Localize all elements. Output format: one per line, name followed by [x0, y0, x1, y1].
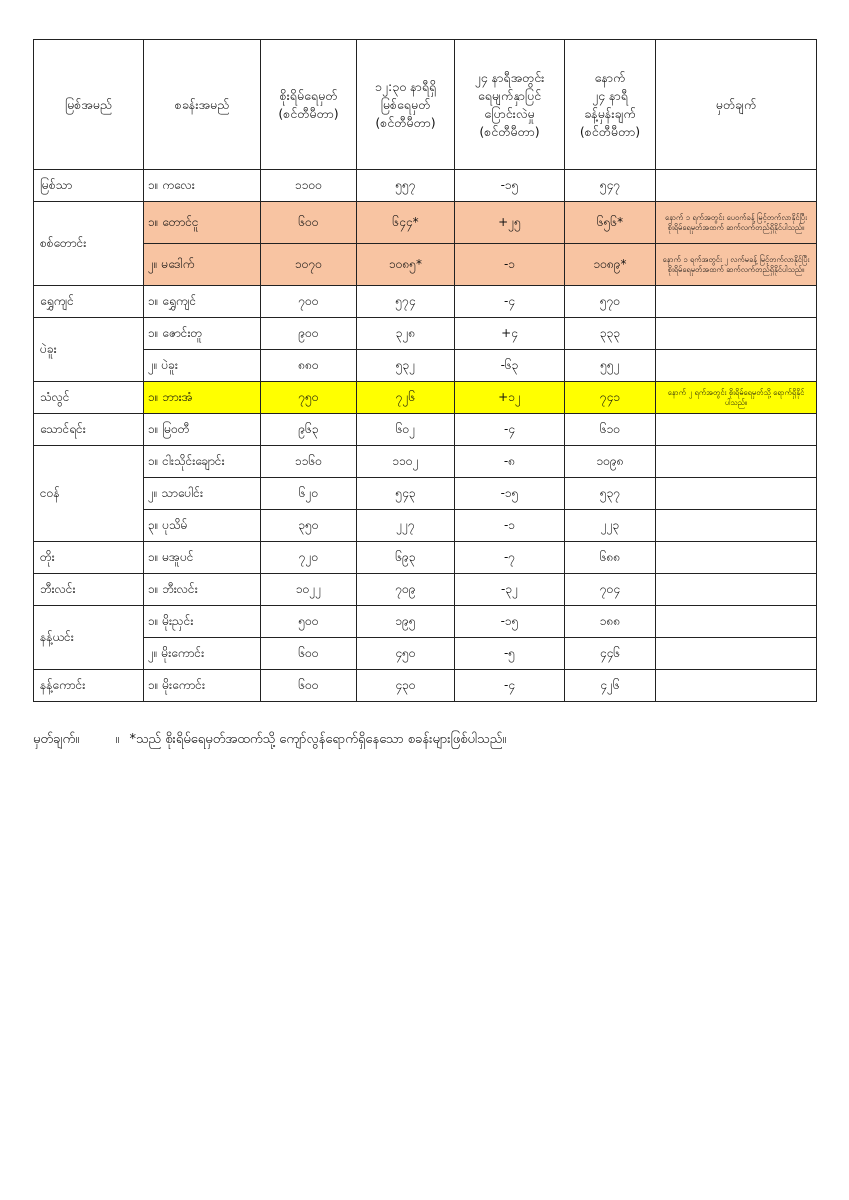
station-name: ၁။ ကလေး — [144, 170, 261, 202]
level-change: -၅ — [455, 638, 565, 670]
remark — [656, 670, 817, 702]
footnote-label: မှတ်ချက်။ — [33, 732, 80, 747]
forecast-level: ၆၁၀ — [565, 414, 656, 446]
level-change: -၁၅ — [455, 606, 565, 638]
danger-level: ၁၁၀၀ — [261, 170, 357, 202]
remark — [656, 574, 817, 606]
remark — [656, 542, 817, 574]
river-name: ဘီးလင်း — [34, 574, 144, 606]
table-row — [34, 542, 817, 574]
water-level-table — [33, 39, 817, 702]
remark: နောက် ၁ ရက်အတွင်း ၂ လက်မခန့် မြင့်တက်လာနိုင်ပြီး စိုးရိမ်ရေမှတ်အထက် ဆက်လက်တည်ရှိနိုင်ပါသည်။ — [656, 244, 817, 286]
station-name: ၂။ သာပေါင်း — [144, 478, 261, 510]
current-level: ၅၃၂ — [357, 350, 455, 382]
table-row — [34, 414, 817, 446]
current-level: ၇၀၉ — [357, 574, 455, 606]
table-row — [34, 670, 817, 702]
remark: နောက် ၁ ရက်အတွင်း ပေ၀က်ခန့် မြင့်တက်လာနိုင်ပြီး စိုးရိမ်ရေမှတ်အထက် ဆက်လက်တည်ရှိနိုင်ပါသည်။ — [656, 202, 817, 244]
remark — [656, 318, 817, 350]
current-level: ၆၉၃ — [357, 542, 455, 574]
level-change: +၂၅ — [455, 202, 565, 244]
danger-level: ၆၂၀ — [261, 478, 357, 510]
station-name: ၁။ မိုးကောင်း — [144, 670, 261, 702]
forecast-level: ၁၀၈၉* — [565, 244, 656, 286]
table-row — [34, 382, 817, 414]
level-change: -၃၂ — [455, 574, 565, 606]
station-name: ၁။ ဇောင်းတူ — [144, 318, 261, 350]
level-change: -၄ — [455, 670, 565, 702]
header-24h-change: ၂၄ နာရီအတွင်း ရေမျက်နှာပြင် ပြောင်းလဲမှု (စင်တီမီတာ) — [455, 40, 565, 170]
table-row — [34, 244, 817, 286]
river-name: တိုး — [34, 542, 144, 574]
current-level: ၁၉၅ — [357, 606, 455, 638]
level-change: -၁၅ — [455, 478, 565, 510]
level-change: -၆၃ — [455, 350, 565, 382]
table-row — [34, 606, 817, 638]
header-station: စခန်းအမည် — [144, 40, 261, 170]
remark — [656, 446, 817, 478]
station-name: ၁။ မအူပင် — [144, 542, 261, 574]
table-row — [34, 574, 817, 606]
station-name: ၁။ ရွှေကျင် — [144, 286, 261, 318]
station-name: ၂။ ပဲခူး — [144, 350, 261, 382]
current-level: ၄၃၀ — [357, 670, 455, 702]
danger-level: ၅၀၀ — [261, 606, 357, 638]
remark — [656, 414, 817, 446]
footnote-text: *သည် စိုးရိမ်ရေမှတ်အထက်သို့ ကျော်လွန်ရောက်ရှိနေသော စခန်းများဖြစ်ပါသည်။ — [129, 732, 507, 747]
level-change: -၄ — [455, 414, 565, 446]
level-change: +၁၂ — [455, 382, 565, 414]
current-level: ၄၅၀ — [357, 638, 455, 670]
station-name: ၁။ ဘားအံ — [144, 382, 261, 414]
station-name: ၁။ တောင်ငူ — [144, 202, 261, 244]
level-change: -၈ — [455, 446, 565, 478]
current-level: ၃၂၈ — [357, 318, 455, 350]
current-level: ၅၇၄ — [357, 286, 455, 318]
header-river: မြစ်အမည် — [34, 40, 144, 170]
current-level: ၁၀၈၅* — [357, 244, 455, 286]
level-change: -၄ — [455, 286, 565, 318]
danger-level: ၆၀၀ — [261, 638, 357, 670]
station-name: ၁။ မိုးညှင်း — [144, 606, 261, 638]
danger-level: ၁၀၇၀ — [261, 244, 357, 286]
table-row — [34, 170, 817, 202]
station-name: ၁။ ငါးသိုင်းချောင်း — [144, 446, 261, 478]
station-name: ၃။ ပုသိမ် — [144, 510, 261, 542]
remark — [656, 170, 817, 202]
forecast-level: ၅၇၀ — [565, 286, 656, 318]
danger-level: ၉၀၀ — [261, 318, 357, 350]
river-name: နန့်ယင်း — [34, 606, 144, 670]
current-level: ၁၁၀၂ — [357, 446, 455, 478]
forecast-level: ၆၅၆* — [565, 202, 656, 244]
remark — [656, 606, 817, 638]
river-name: သံလွင် — [34, 382, 144, 414]
river-name: နန့်ကောင်း — [34, 670, 144, 702]
header-current-level: ၁၂:၃၀ နာရီရှိ မြစ်ရေမှတ် (စင်တီမီတာ) — [357, 40, 455, 170]
level-change: -၁ — [455, 510, 565, 542]
river-name: မြစ်သာ — [34, 170, 144, 202]
danger-level: ၇၂၀ — [261, 542, 357, 574]
table-row — [34, 478, 817, 510]
remark — [656, 350, 817, 382]
table-row — [34, 510, 817, 542]
remark — [656, 510, 817, 542]
danger-level: ၆၀၀ — [261, 202, 357, 244]
station-name: ၂။ မိုးကောင်း — [144, 638, 261, 670]
forecast-level: ၅၃၇ — [565, 478, 656, 510]
remark — [656, 478, 817, 510]
level-change: -၁၅ — [455, 170, 565, 202]
current-level: ၆၄၄* — [357, 202, 455, 244]
forecast-level: ၅၅၂ — [565, 350, 656, 382]
remark — [656, 638, 817, 670]
river-name: ရွှေကျင် — [34, 286, 144, 318]
table-row — [34, 318, 817, 350]
current-level: ၆၀၂ — [357, 414, 455, 446]
danger-level: ၆၀၀ — [261, 670, 357, 702]
footnote-mark: ။ — [115, 732, 120, 747]
remark: နောက် ၂ ရက်အတွင်း စိုးရိမ်ရေမှတ်သို့ ရောက်ရှိနိုင်ပါသည်။ — [656, 382, 817, 414]
river-name: ငဝန် — [34, 446, 144, 542]
forecast-level: ၄၂၆ — [565, 670, 656, 702]
table-row — [34, 286, 817, 318]
forecast-level: ၁၀၉၈ — [565, 446, 656, 478]
table-row — [34, 446, 817, 478]
danger-level: ၉၆၃ — [261, 414, 357, 446]
forecast-level: ၆၈၈ — [565, 542, 656, 574]
current-level: ၂၂၇ — [357, 510, 455, 542]
danger-level: ၃၅၀ — [261, 510, 357, 542]
forecast-level: ၅၄၇ — [565, 170, 656, 202]
forecast-level: ၇၄၁ — [565, 382, 656, 414]
table-row — [34, 350, 817, 382]
current-level: ၇၂၆ — [357, 382, 455, 414]
level-change: -၁ — [455, 244, 565, 286]
station-name: ၁။ ဘီးလင်း — [144, 574, 261, 606]
footnote — [33, 731, 506, 750]
header-row — [34, 40, 817, 170]
station-name: ၂။ မဒေါက် — [144, 244, 261, 286]
table-row — [34, 638, 817, 670]
danger-level: ၈၈၀ — [261, 350, 357, 382]
table-row — [34, 202, 817, 244]
forecast-level: ၂၂၃ — [565, 510, 656, 542]
danger-level: ၇၅၀ — [261, 382, 357, 414]
level-change: -၇ — [455, 542, 565, 574]
river-name: စစ်တောင်း — [34, 202, 144, 286]
forecast-level: ၇၀၄ — [565, 574, 656, 606]
station-name: ၁။ မြဝတီ — [144, 414, 261, 446]
header-danger-level: စိုးရိမ်ရေမှတ် (စင်တီမီတာ) — [261, 40, 357, 170]
level-change: +၄ — [455, 318, 565, 350]
header-remark: မှတ်ချက် — [656, 40, 817, 170]
header-forecast: နောက် ၂၄ နာရီ ခန့်မှန်းချက် (စင်တီမီတာ) — [565, 40, 656, 170]
river-name: ပဲခူး — [34, 318, 144, 382]
river-name: သောင်ရင်း — [34, 414, 144, 446]
forecast-level: ၁၈၈ — [565, 606, 656, 638]
forecast-level: ၃၃၃ — [565, 318, 656, 350]
danger-level: ၁၀၂၂ — [261, 574, 357, 606]
remark — [656, 286, 817, 318]
current-level: ၅၄၃ — [357, 478, 455, 510]
forecast-level: ၄၄၆ — [565, 638, 656, 670]
danger-level: ၇၀၀ — [261, 286, 357, 318]
danger-level: ၁၁၆၀ — [261, 446, 357, 478]
current-level: ၅၅၇ — [357, 170, 455, 202]
